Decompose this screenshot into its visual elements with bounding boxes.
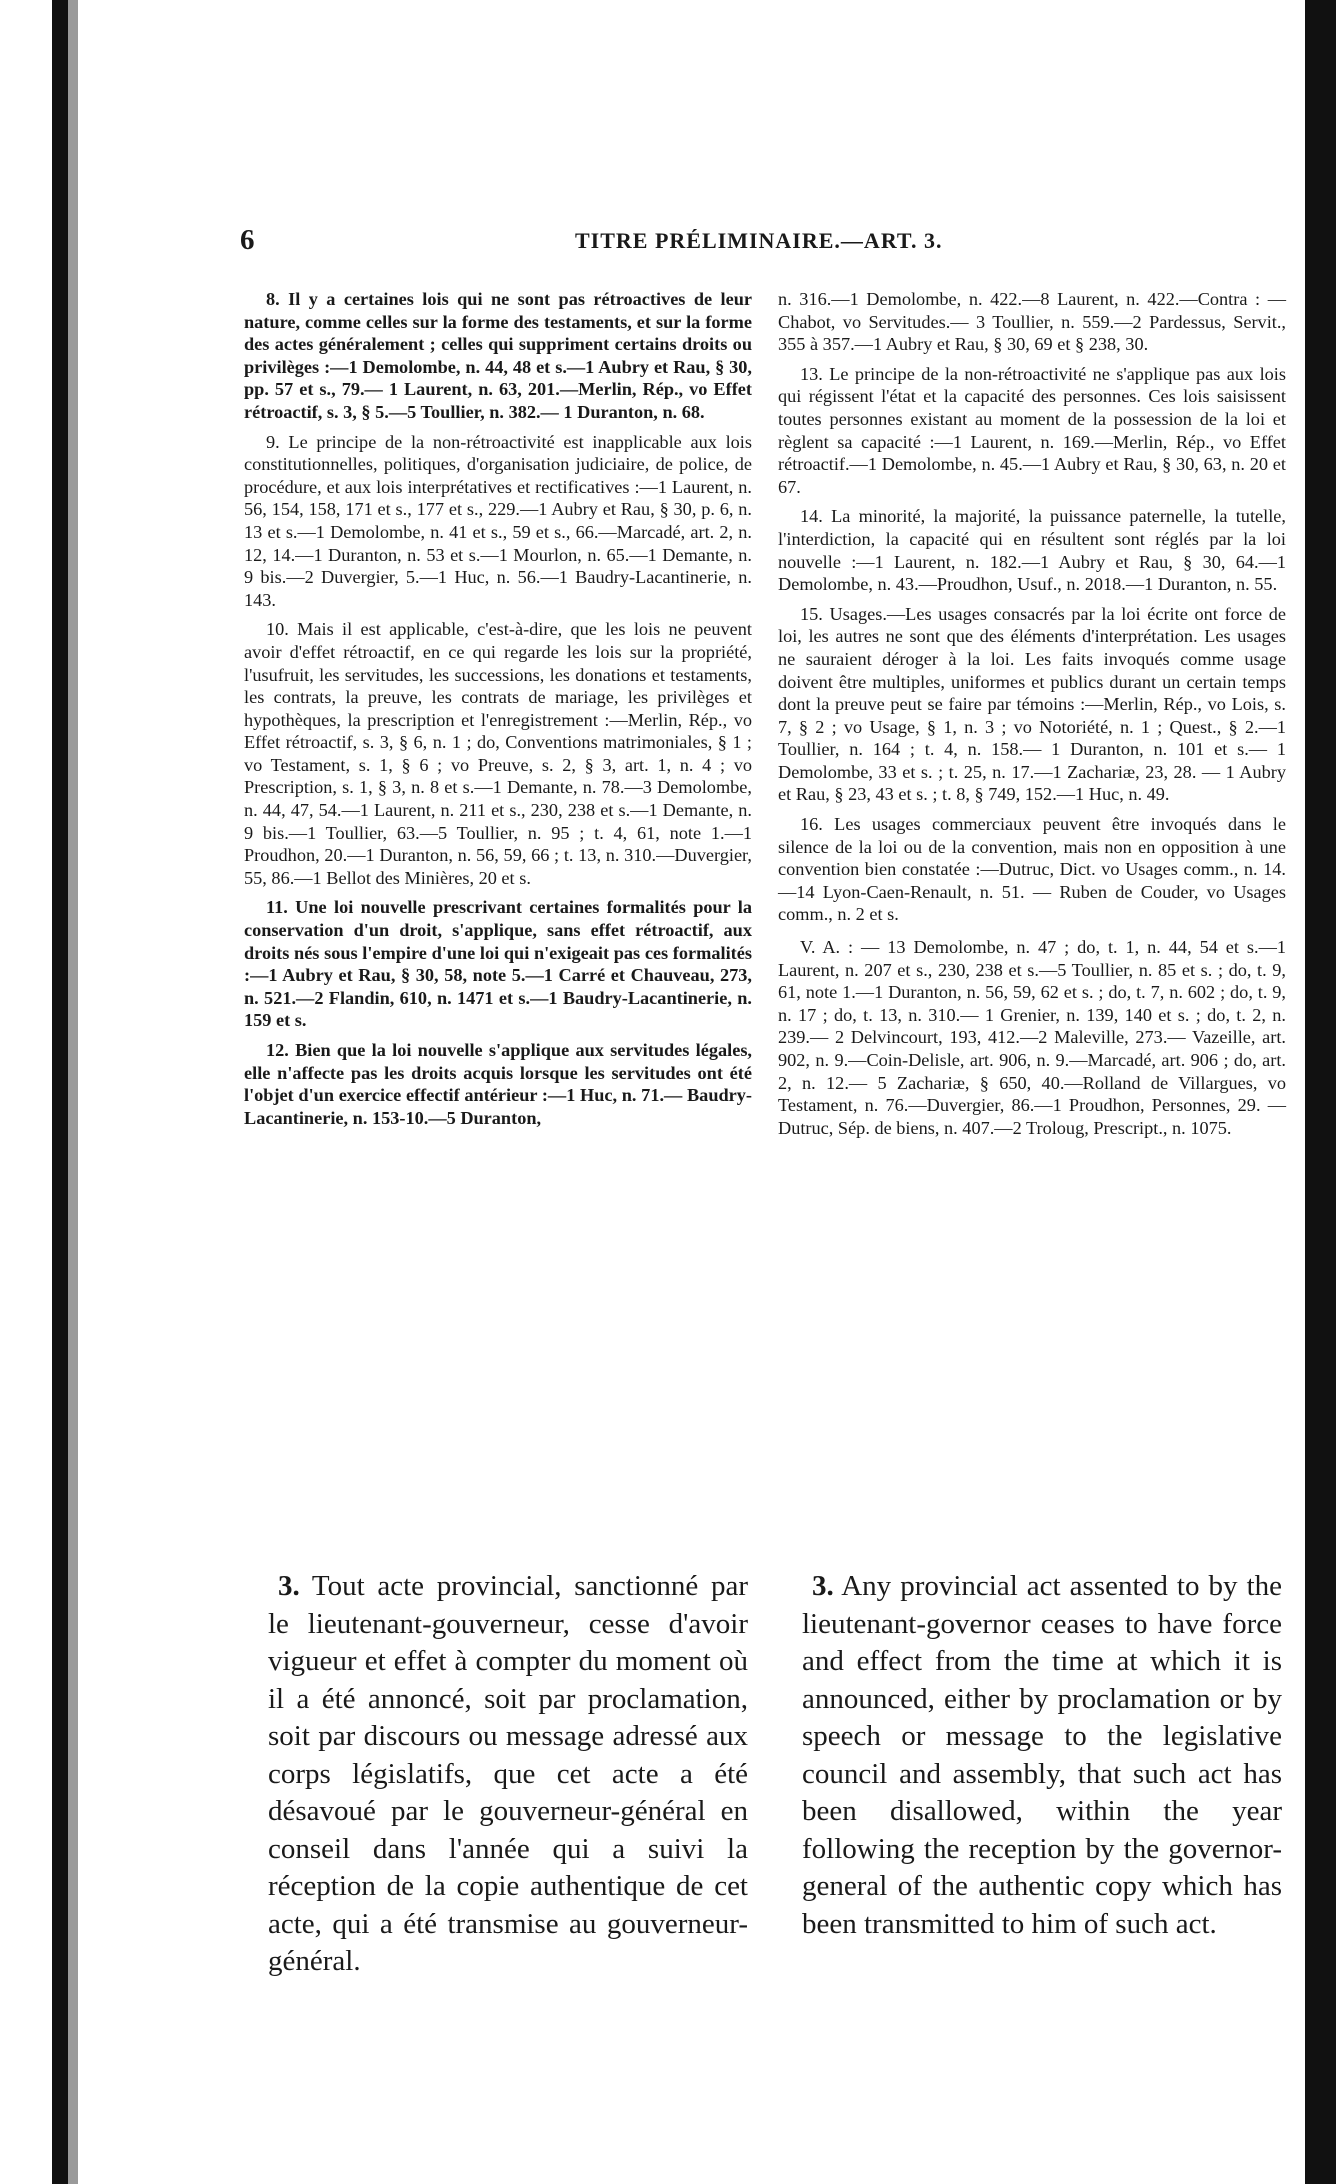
article-text-en: Any provincial act assented to by the lieutenant-governor ceases to have force and effect from the time at which it is announced, either by proclamation or by speech or message to the legislative council and assembly, that such act has been disallowed, within the year following the reception by the governor-general of the authentic copy which has been transmitted to him of such act. (802, 1570, 1283, 1940)
annotation-paragraph: 10. Mais il est applicable, c'est-à-dire, que les lois ne peuvent avoir d'effet rétroactif, en ce qui regarde les lois sur la propriété, l'usufruit, les servitudes, les successions, les donations et testaments, les contrats, la preuve, les contrats de mariage, les privilèges et hypothèques, la prescription et l'enregistrement :—Merlin, Rép., vo Effet rétroactif, s. 3, § 6, n. 1 ; do, Conventions matrimoniales, § 1 ; vo Testament, s. 1, § 6 ; vo Preuve, s. 2, § 3, art. 1, n. 4 ; vo Prescription, s. 1, § 3, n. 8 et s.—1 Demante, n. 78.—3 Demolombe, n. 44, 47, 54.—1 Laurent, n. 211 et s., 230, 238 et s.—1 Demante, n. 9 bis.—1 Toullier, 63.—5 Toullier, n. 95 ; t. 4, 61, note 1.—1 Proudhon, 20.—1 Duranton, n. 56, 59, 66 ; t. 13, n. 310.—Duvergier, 55, 86.—1 Bellot des Minières, 20 et s. (244, 619, 752, 888)
page-number: 6 (240, 224, 255, 256)
article-number-fr: 3. (278, 1570, 300, 1602)
scan-border-left-shadow (68, 0, 78, 2184)
annotation-paragraph: 12. Bien que la loi nouvelle s'applique aux servitudes légales, elle n'affecte pas les droits acquis lorsque les servitudes ont été l'objet d'un exercice effectif antérieur :—1 Huc, n. 71.— Baudry-Lacantinerie, n. 153-10.—5 Duranton, (244, 1040, 752, 1128)
annotations-left-column (244, 288, 752, 1136)
article-3-english (802, 1568, 1282, 1943)
annotation-paragraph: n. 316.—1 Demolombe, n. 422.—8 Laurent, n. 422.—Contra : — Chabot, vo Servitudes.— 3 Toullier, n. 559.—2 Pardessus, Servit., 355 à 357.—1 Aubry et Rau, § 30, 69 et § 238, 30. (778, 289, 1286, 355)
running-head: TITRE PRÉLIMINAIRE.—ART. 3. (575, 228, 943, 253)
scan-border-right (1305, 0, 1336, 2184)
article-text-fr: Tout acte provincial, sanctionné par le lieutenant-gouverneur, cesse d'avoir vigueur et effet à compter du moment où il a été annoncé, soit par proclamation, soit par discours ou message adressé aux corps législatifs, que cet acte a été désavoué par le gouverneur-général en conseil dans l'année qui a suivi la réception de la copie authentique de cet acte, qui a été transmise au gouverneur-général. (268, 1570, 748, 1977)
annotation-paragraph: 15. Usages.—Les usages consacrés par la loi écrite ont force de loi, les autres ne sont que des éléments d'interprétation. Les usages ne sauraient déroger à la loi. Les faits invoqués comme usage doivent être multiples, uniformes et publics durant un certain temps dont la preuve peut se faire par témoins :—Merlin, Rép., vo Lois, s. 7, § 2 ; vo Usage, § 1, n. 3 ; vo Notoriété, n. 1 ; Quest., § 2.—1 Toullier, n. 164 ; t. 4, n. 158.— 1 Duranton, n. 101 et s.— 1 Demolombe, 33 et s. ; t. 25, n. 17.—1 Zachariæ, 23, 28. — 1 Aubry et Rau, § 23, 43 et s. ; t. 8, § 749, 152.—1 Huc, n. 49. (778, 603, 1286, 805)
page-header (240, 224, 960, 264)
annotation-paragraph: V. A. : — 13 Demolombe, n. 47 ; do, t. 1, n. 44, 54 et s.—1 Laurent, n. 207 et s., 230, 238 et s.—5 Toullier, n. 85 et s. ; do, t. 9, 61, note 1.—1 Duranton, n. 56, 59, 62 et s. ; do, t. 7, n. 602 ; do, t. 9, n. 17 ; do, t. 13, n. 310.— 1 Grenier, n. 139, 140 et s. ; do, t. 2, n. 239.— 2 Delvincourt, 193, 412.—2 Maleville, 273.— Vazeille, art. 902, n. 9.—Coin-Delisle, art. 906, n. 9.—Marcadé, art. 906 ; do, art. 2, n. 12.— 5 Zachariæ, § 650, 40.—Rolland de Villargues, vo Testament, n. 76.—Duvergier, 86.—1 Proudhon, Personnes, 29. — Dutruc, Sép. de biens, n. 407.—2 Troloug, Prescript., n. 1075. (778, 937, 1286, 1138)
scan-border-left (52, 0, 68, 2184)
article-number-en: 3. (812, 1570, 834, 1602)
annotation-paragraph: 16. Les usages commerciaux peuvent être invoqués dans le silence de la loi ou de la convention, mais non en opposition à une convention bien constatée :—Dutruc, Dict. vo Usages comm., n. 14.—14 Lyon-Caen-Renault, n. 51. — Ruben de Couder, vo Usages comm., n. 2 et s. (778, 814, 1286, 925)
annotation-paragraph: 14. La minorité, la majorité, la puissance paternelle, la tutelle, l'interdiction, la capacité qui en résultent sont réglés par la loi nouvelle :—1 Laurent, n. 182.—1 Aubry et Rau, § 30, 64.—1 Demolombe, n. 43.—Proudhon, Usuf., n. 2018.—1 Duranton, n. 55. (778, 506, 1286, 595)
annotations-right-column (778, 288, 1286, 1146)
annotation-paragraph: 11. Une loi nouvelle prescrivant certaines formalités pour la conservation d'un droit, s'applique, sans effet rétroactif, aux droits nés sous l'empire d'une loi qui n'exigeait pas ces formalités :—1 Aubry et Rau, § 30, 58, note 5.—1 Carré et Chauveau, 273, n. 521.—2 Flandin, 610, n. 1471 et s.—1 Baudry-Lacantinerie, n. 159 et s. (244, 897, 752, 1031)
article-3-french (268, 1568, 748, 1981)
annotation-paragraph: 13. Le principe de la non-rétroactivité ne s'applique pas aux lois qui régissent l'état et la capacité des personnes. Ces lois saisissent toutes personnes existant au moment de la possession de la loi et règlent sa capacité :—1 Laurent, n. 169.—Merlin, Rép., vo Effet rétroactif.—1 Demolombe, n. 45.—1 Aubry et Rau, § 30, 63, n. 20 et 67. (778, 363, 1286, 497)
annotation-paragraph: 9. Le principe de la non-rétroactivité est inapplicable aux lois constitutionnelles, politiques, d'organisation judiciaire, de police, de procédure, et aux lois interprétatives et rectificatives :—1 Laurent, n. 56, 154, 158, 171 et s., 177 et s., 229.—1 Aubry et Rau, § 30, p. 6, n. 13 et s.—1 Demolombe, n. 41 et s., 59 et s., 66.—Marcadé, art. 2, n. 12, 14.—1 Duranton, n. 53 et s.—1 Mourlon, n. 65.—1 Demante, n. 9 bis.—2 Duvergier, 5.—1 Huc, n. 56.—1 Baudry-Lacantinerie, n. 143. (244, 431, 752, 610)
annotation-paragraph: 8. Il y a certaines lois qui ne sont pas rétroactives de leur nature, comme celles sur la forme des testaments, et sur la forme des actes généralement ; celles qui suppriment certains droits ou privilèges :—1 Demolombe, n. 44, 48 et s.—1 Aubry et Rau, § 30, pp. 57 et s., 79.— 1 Laurent, n. 63, 201.—Merlin, Rép., vo Effet rétroactif, s. 3, § 5.—5 Toullier, n. 382.— 1 Duranton, n. 68. (244, 289, 752, 422)
